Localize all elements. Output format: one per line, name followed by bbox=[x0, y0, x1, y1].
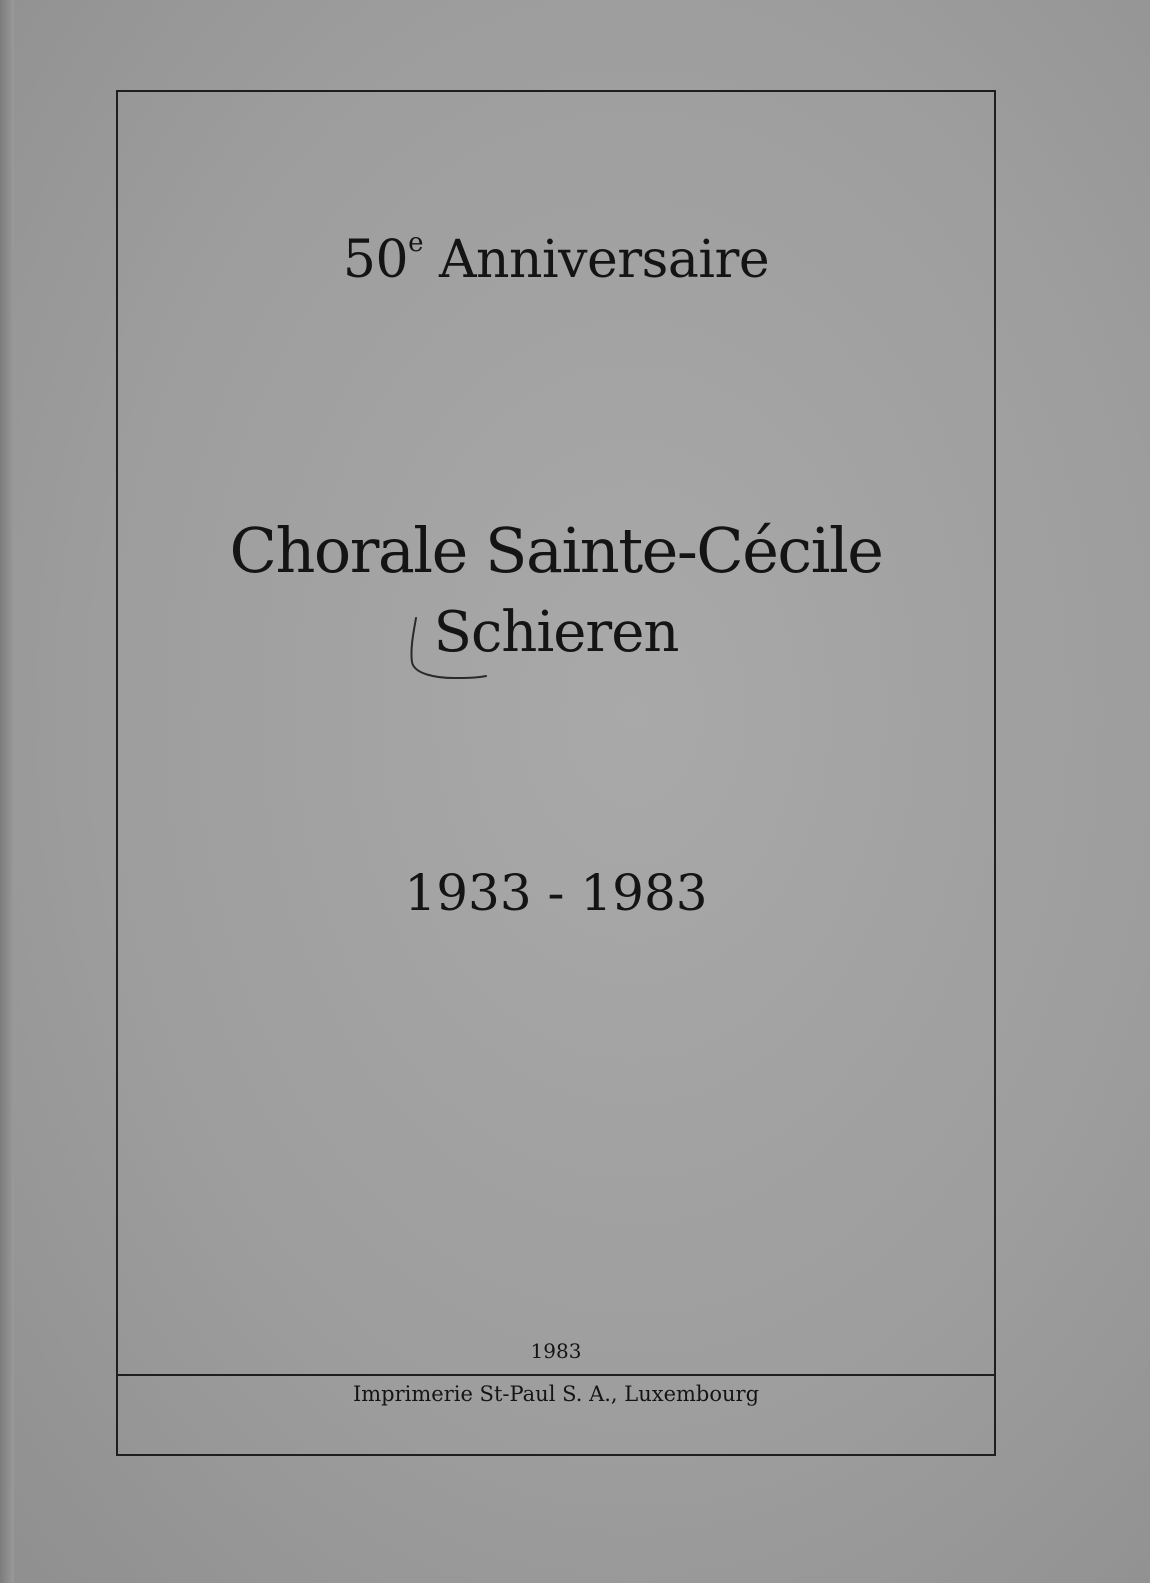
pen-mark-icon bbox=[406, 612, 496, 692]
frame-divider bbox=[118, 1374, 994, 1376]
years-range: 1933 - 1983 bbox=[404, 864, 708, 922]
choir-town: Schieren bbox=[433, 600, 679, 665]
choir-name: Chorale Sainte-Cécile bbox=[229, 514, 883, 587]
publication-year: 1983 bbox=[530, 1339, 582, 1363]
anniversary-suffix: e bbox=[408, 228, 423, 258]
anniversary-word: Anniversaire bbox=[438, 230, 770, 290]
printer-credit: Imprimerie St-Paul S. A., Luxembourg bbox=[352, 1382, 760, 1406]
anniversary-number: 50 bbox=[342, 230, 409, 290]
anniversary-heading bbox=[118, 230, 994, 290]
cover-frame bbox=[116, 90, 996, 1456]
page-edge-shadow bbox=[0, 0, 14, 1583]
